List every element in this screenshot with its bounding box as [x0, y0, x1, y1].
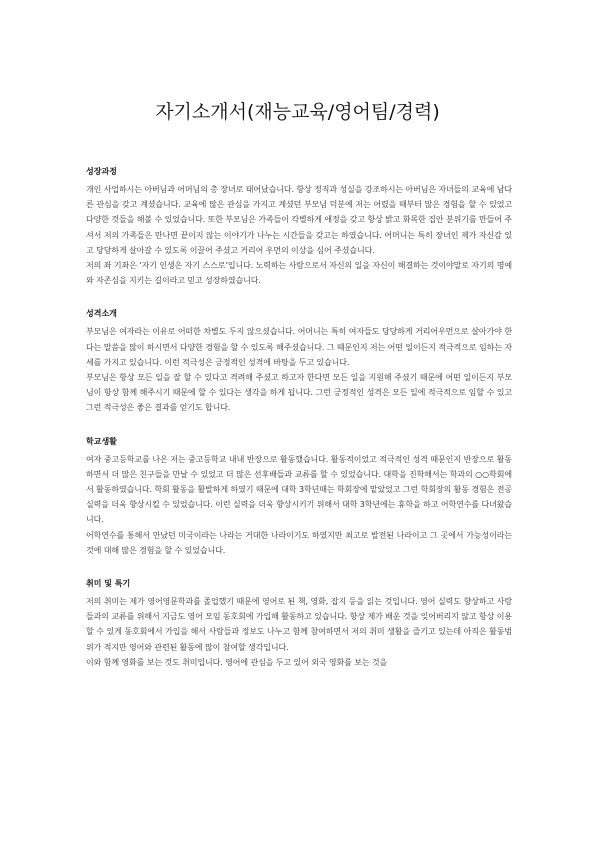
paragraph: 어학연수를 통해서 만났던 미국이라는 나라는 거대한 나라이기도 하였지만 최고로 발전된 나라이고 그 곳에서 가능성이라는 것에 대해 많은 경험을 할 수 있었습니다.	[86, 530, 512, 555]
paragraph: 이와 함께 영화를 보는 것도 취미입니다. 영어에 관심을 두고 있어 외국 영화를 보는 것을	[86, 657, 388, 667]
section-heading: 성장과정	[86, 167, 117, 176]
paragraph: 저의 좌 기좌은 ‘자기 인생은 자기 스스로’입니다. 노력하는 사람으로서 자신의 일을 자신이 해결하는 것이야말로 자기의 명예와 자존심을 지키는 길이라고 믿고 성장하였습니다.	[86, 261, 512, 286]
paragraph: 여자 중고등학교를 나온 저는 중고등학교 내내 반장으로 활동했습니다. 활동적이었고 적극적인 성격 때문인지 반장으로 활동하면서 더 많은 친구들을 만날 수 있었고 더 많은 선후배들과 교류를 할 수 있었습니다. 대학을 진학해서는 학과의 ○○학회에서 활동하였습니다. 학회 활동을 활발하게 하였기 때문에 대학 3학년때는 학회장에 맡았었고 그런 학회장의 활동 경험은 전공 실력을 더욱 향상시킬 수 있었습니다. 이런 실력을 더욱 향상시키기 위해서 대학 3학년에는 휴학을 하고 어학연수를 다녀왔습니다.	[86, 454, 512, 525]
paragraph: 부모님은 항상 모든 일을 잘 할 수 있다고 격려해 주셨고 하고자 한다면 모든 일을 지원해 주셨기 때문에 어떤 일이든지 부모님이 항상 함께 해주시기 때문에 할 수 있다는 생각을 하게 됩니다. 그런 긍정적인 성격은 모든 일에 적극적으로 임할 수 있고 그런 적극성은 좋은 결과를 얻기도 합니다.	[86, 373, 512, 413]
paragraph: 저의 취미는 제가 영어영문학과를 졸업했기 때문에 영어로 된 책, 영화, 잡지 등을 읽는 것입니다. 영어 실력도 향상하고 사람들과의 교류를 위해서 지금도 영어 모임 동호회에 가입해 활동하고 있습니다. 항상 제가 배운 것을 잊어버리지 않고 항상 이용할 수 있게 동호회에서 가입을 해서 사람들과 정보도 나누고 함께 참여하면서 저의 취미 생활을 즐기고 있는데 아직은 활동범위가 적지만 영어와 관련된 활동에 많이 참여할 생각입니다.	[86, 597, 512, 652]
section-heading: 학교생활	[86, 436, 117, 446]
document-title: 자기소개서(재능교육/영어팀/경력)	[155, 101, 440, 123]
paragraph: 개인 사업하시는 아버님과 어머님의 총 장녀로 태어났습니다. 항상 정직과 성실을 강조하시는 아버님은 자녀들의 교육에 남다른 관심을 갖고 계셨습니다. 교육에 많은 관심을 가지고 계셨던 부모님 덕분에 저는 어렸을 때부터 많은 경험을 할 수 있었고 다양한 것들을 해볼 수 있었습니다. 또한 부모님은 가족들이 각별하게 애정을 갖고 항상 밝고 화목한 집안 분위기를 만들어 주셔서 저의 가족들은 만나면 끝이지 않는 이야기가 나누는 시간들을 갖고는 하였습니다. 어머니는 특히 장녀인 제가 자신감 있고 당당하게 살아갈 수 있도록 이끌어 주셨고 거리어 우먼의 이상을 심어 주셨습니다.	[86, 185, 512, 255]
section-heading: 성격소개	[86, 309, 117, 319]
section-growth	[86, 166, 512, 288]
section-personality	[86, 308, 512, 415]
section-heading: 취미 및 특기	[86, 579, 131, 589]
section-school-life	[86, 436, 512, 558]
paragraph: 부모님은 여자라는 이유로 어떠한 차별도 두지 않으셨습니다. 어머니는 특히 여자들도 당당하게 거리어우먼으로 살아가야 한다는 말씀을 많이 하시면서 다양한 경험을 할 수 있도록 해주셨습니다. 그 때문인지 저는 어떤 일이든지 적극적으로 임하는 자세를 가지고 있습니다. 이런 적극성은 긍정적인 성격에 바탕을 두고 있습니다.	[86, 327, 512, 367]
document-body	[86, 166, 512, 690]
section-hobbies	[86, 578, 512, 670]
